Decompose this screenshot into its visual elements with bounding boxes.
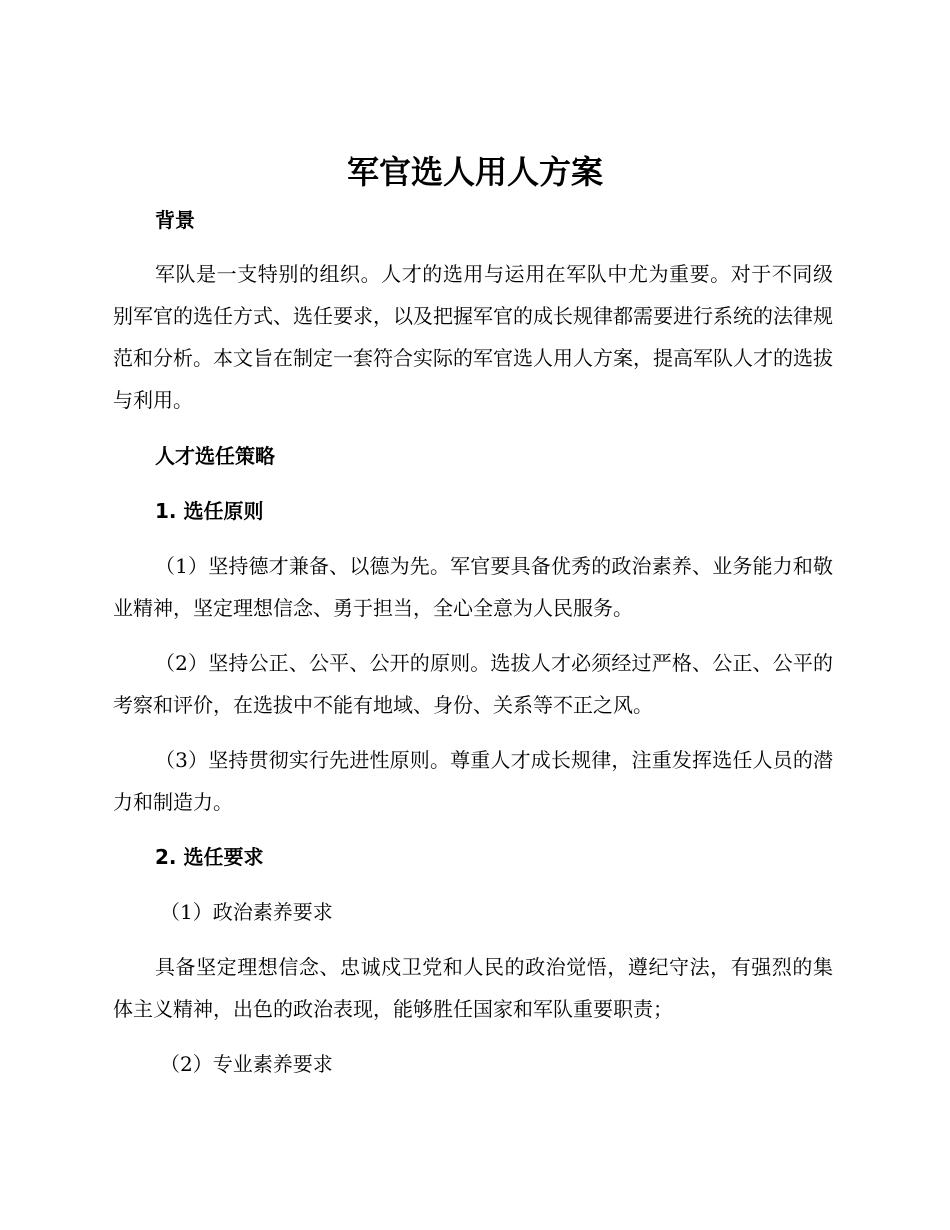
paragraph-principle-1: （1）坚持德才兼备、以德为先。军官要具备优秀的政治素养、业务能力和敬业精神，坚定理想信念、勇于担当，全心全意为人民服务。	[113, 554, 833, 620]
subsection-heading-requirements: 2. 选任要求	[155, 845, 264, 869]
requirement-2-title: （2）专业素养要求	[160, 1052, 333, 1076]
paragraph-requirement-1: 具备坚定理想信念、忠诚戍卫党和人民的政治觉悟，遵纪守法，有强烈的集体主义精神，出色的政治表现，能够胜任国家和军队重要职责；	[113, 955, 833, 1021]
paragraph-principle-3: （3）坚持贯彻实行先进性原则。尊重人才成长规律，注重发挥选任人员的潜力和制造力。	[113, 748, 833, 814]
document-title: 军官选人用人方案	[346, 153, 603, 191]
section-heading-strategy: 人才选任策略	[155, 444, 275, 468]
section-heading-background: 背景	[155, 208, 195, 232]
paragraph-background: 军队是一支特别的组织。人才的选用与运用在军队中尤为重要。对于不同级别军官的选任方式、选任要求，以及把握军官的成长规律都需要进行系统的法律规范和分析。本文旨在制定一套符合实际的军官选人用人方案，提高军队人才的选拔与利用。	[113, 262, 833, 412]
paragraph-principle-2: （2）坚持公正、公平、公开的原则。选拔人才必须经过严格、公正、公平的考察和评价，在选拔中不能有地域、身份、关系等不正之风。	[113, 651, 833, 717]
requirement-1-title: （1）政治素养要求	[160, 900, 333, 924]
subsection-heading-principles: 1. 选任原则	[155, 499, 264, 523]
